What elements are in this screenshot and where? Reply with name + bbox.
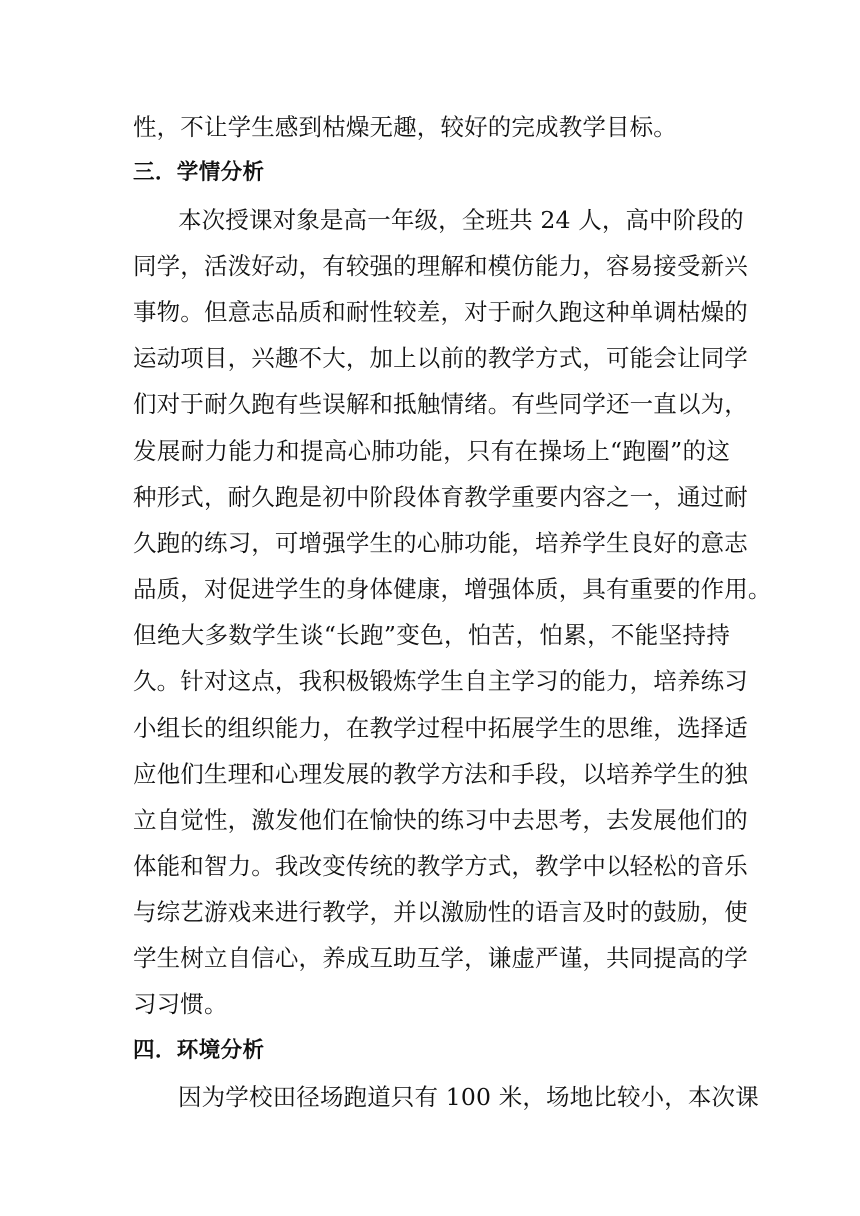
paragraph-line-10: 久跑的练习，可增强学生的心肺功能，培养学生良好的意志 [133, 529, 748, 557]
paragraph-line-22: 因为学校田径场跑道只有 100 米，场地比较小，本次课 [178, 1083, 759, 1111]
paragraph-line-6: 运动项目，兴趣不大，加上以前的教学方式，可能会让同学 [133, 344, 748, 372]
paragraph-line-11: 品质，对促进学生的身体健康，增强体质，具有重要的作用。 [133, 575, 772, 603]
section-heading-learning-analysis: 三．学情分析 [133, 160, 265, 185]
paragraph-line-5: 事物。但意志品质和耐性较差，对于耐久跑这种单调枯燥的 [133, 298, 748, 326]
paragraph-line-1: 性，不让学生感到枯燥无趣，较好的完成教学目标。 [133, 113, 677, 141]
paragraph-line-4: 同学，活泼好动，有较强的理解和模仿能力，容易接受新兴 [133, 252, 748, 280]
paragraph-line-12: 但绝大多数学生谈“长跑”变色，怕苦，怕累，不能坚持持 [133, 621, 730, 649]
paragraph-line-19: 学生树立自信心，养成互助互学，谦虚严谨，共同提高的学 [133, 944, 748, 972]
paragraph-line-15: 应他们生理和心理发展的教学方法和手段，以培养学生的独 [133, 760, 748, 788]
paragraph-line-8: 发展耐力能力和提高心肺功能，只有在操场上“跑圈”的这 [133, 437, 730, 465]
section-heading-environment-analysis: 四．环境分析 [133, 1038, 265, 1063]
paragraph-line-13: 久。针对这点，我积极锻炼学生自主学习的能力，培养练习 [133, 667, 748, 695]
paragraph-line-7: 们对于耐久跑有些误解和抵触情绪。有些同学还一直以为， [133, 390, 748, 418]
paragraph-line-18: 与综艺游戏来进行教学，并以激励性的语言及时的鼓励，使 [133, 898, 748, 926]
paragraph-line-3: 本次授课对象是高一年级，全班共 24 人，高中阶段的 [178, 206, 744, 234]
paragraph-line-9: 种形式，耐久跑是初中阶段体育教学重要内容之一，通过耐 [133, 483, 748, 511]
paragraph-line-14: 小组长的组织能力，在教学过程中拓展学生的思维，选择适 [133, 714, 748, 742]
paragraph-line-20: 习习惯。 [133, 990, 228, 1018]
paragraph-line-16: 立自觉性，激发他们在愉快的练习中去思考，去发展他们的 [133, 806, 748, 834]
paragraph-line-17: 体能和智力。我改变传统的教学方式，教学中以轻松的音乐 [133, 852, 748, 880]
